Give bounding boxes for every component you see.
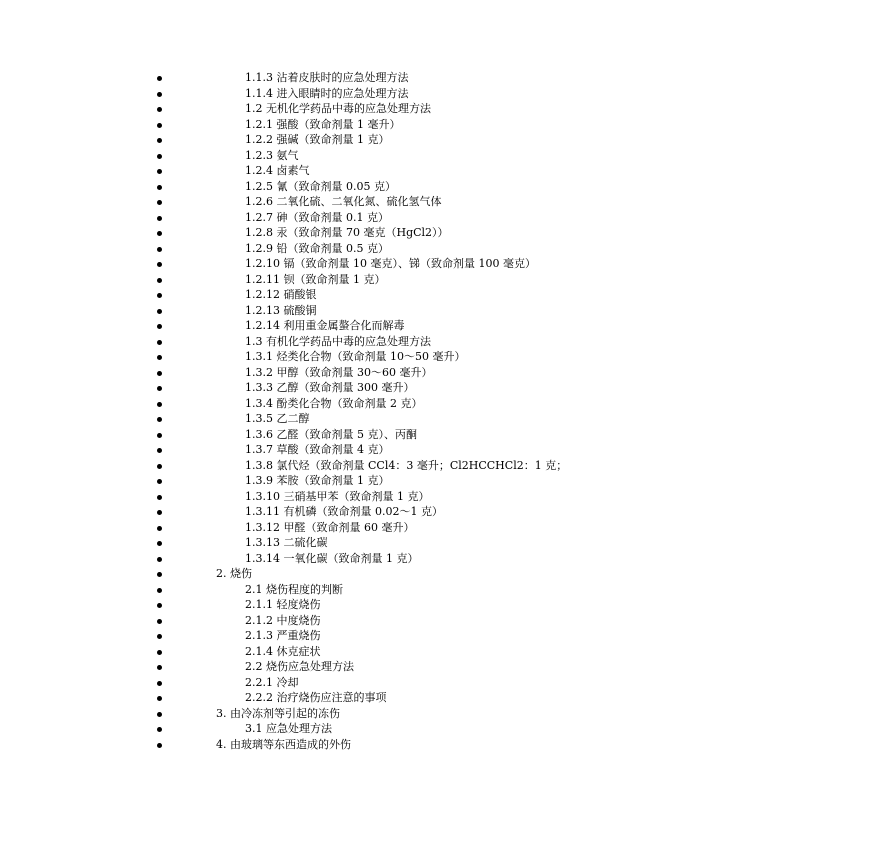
list-item bbox=[0, 675, 870, 691]
list-item bbox=[0, 737, 870, 753]
list-item-text: 1.3.7 草酸（致命剂量 4 克） bbox=[245, 443, 390, 456]
bullet-icon bbox=[157, 76, 162, 81]
list-item bbox=[0, 582, 870, 598]
list-item-text: 1.3.5 乙二醇 bbox=[245, 412, 310, 425]
bullet-icon bbox=[157, 479, 162, 484]
list-item bbox=[0, 659, 870, 675]
list-item-text: 4. 由玻璃等东西造成的外伤 bbox=[216, 737, 351, 751]
list-item-text: 1.3.1 烃类化合物（致命剂量 10～50 毫升） bbox=[245, 350, 466, 363]
bullet-icon bbox=[157, 185, 162, 190]
bullet-icon bbox=[157, 665, 162, 670]
list-item bbox=[0, 132, 870, 148]
list-item-text: 1.3.2 甲醇（致命剂量 30～60 毫升） bbox=[245, 365, 433, 379]
list-item bbox=[0, 101, 870, 117]
list-item bbox=[0, 194, 870, 210]
list-item bbox=[0, 458, 870, 474]
list-item bbox=[0, 272, 870, 288]
bullet-icon bbox=[157, 712, 162, 717]
list-item-text: 1.3.11 有机磷（致命剂量 0.02～1 克） bbox=[245, 505, 443, 518]
bullet-icon bbox=[157, 402, 162, 407]
bullet-icon bbox=[157, 169, 162, 174]
bullet-icon bbox=[157, 123, 162, 128]
list-item bbox=[0, 597, 870, 613]
list-item-text: 1.3.4 酚类化合物（致命剂量 2 克） bbox=[245, 396, 423, 410]
bullet-icon bbox=[157, 92, 162, 97]
bullet-icon bbox=[157, 293, 162, 298]
list-item bbox=[0, 613, 870, 629]
list-item bbox=[0, 628, 870, 644]
list-item-text: 1.3.9 苯胺（致命剂量 1 克） bbox=[245, 474, 390, 487]
list-item bbox=[0, 117, 870, 133]
list-item bbox=[0, 241, 870, 257]
bullet-icon bbox=[157, 727, 162, 732]
bullet-icon bbox=[157, 650, 162, 655]
bullet-icon bbox=[157, 200, 162, 205]
list-item bbox=[0, 427, 870, 443]
list-item bbox=[0, 644, 870, 660]
list-item-text: 1.2.8 汞（致命剂量 70 毫克（HgCl2）） bbox=[245, 226, 449, 239]
bullet-icon bbox=[157, 681, 162, 686]
list-item-text: 2.1.4 休克症状 bbox=[245, 644, 321, 658]
list-item-text: 2.2 烧伤应急处理方法 bbox=[245, 660, 354, 673]
list-item bbox=[0, 566, 870, 582]
bullet-icon bbox=[157, 371, 162, 376]
list-item bbox=[0, 396, 870, 412]
list-item-text: 1.3.3 乙醇（致命剂量 300 毫升） bbox=[245, 381, 415, 394]
bullet-icon bbox=[157, 386, 162, 391]
bullet-icon bbox=[157, 510, 162, 515]
bullet-icon bbox=[157, 247, 162, 252]
list-item bbox=[0, 210, 870, 226]
bullet-icon bbox=[157, 541, 162, 546]
list-item bbox=[0, 411, 870, 427]
list-item-text: 2.2.2 治疗烧伤应注意的事项 bbox=[245, 691, 387, 704]
list-item bbox=[0, 520, 870, 536]
list-item-text: 2.1.3 严重烧伤 bbox=[245, 629, 321, 642]
bullet-icon bbox=[157, 324, 162, 329]
list-item-text: 1.3.6 乙醛（致命剂量 5 克）、丙酮 bbox=[245, 427, 417, 441]
list-item bbox=[0, 303, 870, 319]
list-item-text: 1.3.10 三硝基甲苯（致命剂量 1 克） bbox=[245, 489, 430, 503]
bullet-icon bbox=[157, 355, 162, 360]
list-item-text: 1.3.14 一氧化碳（致命剂量 1 克） bbox=[245, 551, 419, 565]
list-item-text: 1.2.9 铅（致命剂量 0.5 克） bbox=[245, 241, 389, 255]
list-item-text: 1.2.6 二氧化硫、二氧化氮、硫化氢气体 bbox=[245, 195, 442, 208]
bullet-icon bbox=[157, 526, 162, 531]
list-item-text: 1.2.3 氨气 bbox=[245, 148, 299, 162]
bullet-icon bbox=[157, 107, 162, 112]
list-item bbox=[0, 256, 870, 272]
list-item-text: 1.2.13 硫酸铜 bbox=[245, 303, 317, 317]
list-item-text: 2.2.1 冷却 bbox=[245, 675, 299, 689]
bullet-icon bbox=[157, 216, 162, 221]
list-item-text: 1.2.11 钡（致命剂量 1 克） bbox=[245, 272, 386, 286]
list-item-text: 1.3.12 甲醛（致命剂量 60 毫升） bbox=[245, 520, 415, 534]
list-item-text: 3. 由冷冻剂等引起的冻伤 bbox=[216, 706, 340, 720]
bullet-icon bbox=[157, 557, 162, 562]
list-item bbox=[0, 225, 870, 241]
list-item-text: 1.1.4 进入眼睛时的应急处理方法 bbox=[245, 86, 409, 100]
bullet-icon bbox=[157, 154, 162, 159]
list-item bbox=[0, 706, 870, 722]
list-item bbox=[0, 287, 870, 303]
list-item bbox=[0, 148, 870, 164]
bullet-icon bbox=[157, 262, 162, 267]
list-item-text: 1.3.13 二硫化碳 bbox=[245, 536, 328, 549]
list-item bbox=[0, 551, 870, 567]
list-item bbox=[0, 318, 870, 334]
list-item bbox=[0, 535, 870, 551]
list-item bbox=[0, 179, 870, 195]
list-item-text: 2.1.2 中度烧伤 bbox=[245, 613, 321, 627]
bullet-icon bbox=[157, 138, 162, 143]
bullet-icon bbox=[157, 309, 162, 314]
list-item-text: 1.3 有机化学药品中毒的应急处理方法 bbox=[245, 334, 431, 348]
bullet-icon bbox=[157, 619, 162, 624]
bullet-icon bbox=[157, 588, 162, 593]
list-item bbox=[0, 86, 870, 102]
list-item-text: 1.2 无机化学药品中毒的应急处理方法 bbox=[245, 102, 431, 115]
list-item bbox=[0, 442, 870, 458]
bullet-icon bbox=[157, 278, 162, 283]
list-item-text: 3.1 应急处理方法 bbox=[245, 722, 332, 735]
bullet-icon bbox=[157, 448, 162, 453]
bullet-icon bbox=[157, 696, 162, 701]
list-item-text: 1.2.2 强碱（致命剂量 1 克） bbox=[245, 133, 390, 146]
list-item bbox=[0, 489, 870, 505]
list-item-text: 1.2.4 卤素气 bbox=[245, 164, 310, 177]
list-item-text: 1.3.8 氯代烃（致命剂量 CCl4：3 毫升；Cl2HCCHCl2：1 克； bbox=[245, 458, 568, 472]
table-of-contents bbox=[0, 70, 870, 752]
bullet-icon bbox=[157, 603, 162, 608]
list-item-text: 2.1 烧伤程度的判断 bbox=[245, 582, 343, 596]
bullet-icon bbox=[157, 340, 162, 345]
list-item-text: 2.1.1 轻度烧伤 bbox=[245, 598, 321, 611]
list-item-text: 1.1.3 沾着皮肤时的应急处理方法 bbox=[245, 71, 409, 84]
list-item-text: 1.2.10 镉（致命剂量 10 毫克）、锑（致命剂量 100 毫克） bbox=[245, 257, 536, 270]
bullet-icon bbox=[157, 417, 162, 422]
bullet-icon bbox=[157, 464, 162, 469]
list-item bbox=[0, 70, 870, 86]
list-item bbox=[0, 163, 870, 179]
bullet-icon bbox=[157, 231, 162, 236]
list-item-text: 1.2.7 砷（致命剂量 0.1 克） bbox=[245, 210, 389, 224]
list-item-text: 2. 烧伤 bbox=[216, 567, 252, 580]
list-item-text: 1.2.12 硝酸银 bbox=[245, 288, 317, 301]
list-item bbox=[0, 690, 870, 706]
list-item bbox=[0, 365, 870, 381]
bullet-icon bbox=[157, 634, 162, 639]
list-item bbox=[0, 504, 870, 520]
list-item bbox=[0, 380, 870, 396]
list-item bbox=[0, 473, 870, 489]
bullet-icon bbox=[157, 572, 162, 577]
bullet-icon bbox=[157, 495, 162, 500]
list-item-text: 1.2.14 利用重金属螯合化而解毒 bbox=[245, 319, 405, 332]
list-item-text: 1.2.5 氰（致命剂量 0.05 克） bbox=[245, 179, 396, 193]
bullet-icon bbox=[157, 433, 162, 438]
list-item-text: 1.2.1 强酸（致命剂量 1 毫升） bbox=[245, 117, 401, 131]
list-item bbox=[0, 721, 870, 737]
bullet-icon bbox=[157, 743, 162, 748]
list-item bbox=[0, 349, 870, 365]
list-item bbox=[0, 334, 870, 350]
